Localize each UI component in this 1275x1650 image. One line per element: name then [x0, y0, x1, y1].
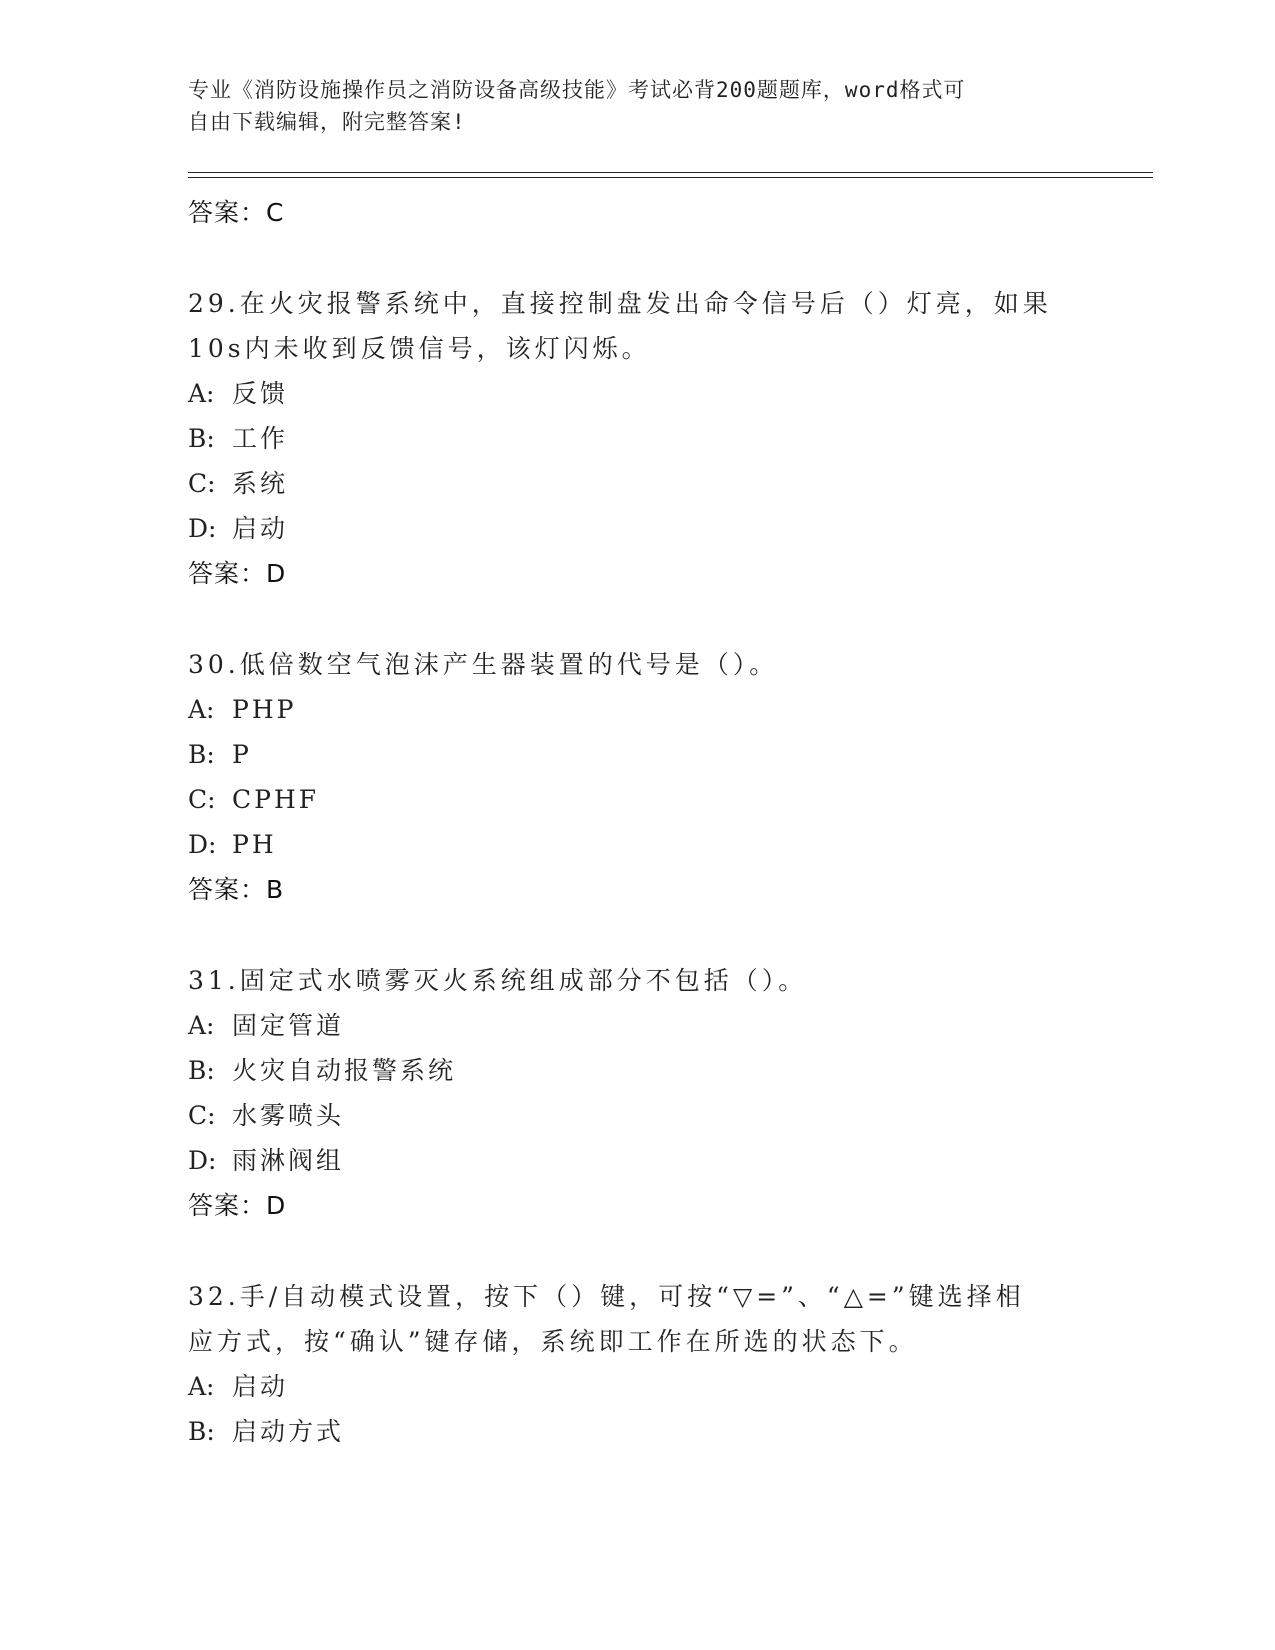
question-29-option-c [188, 461, 1088, 506]
option-text: CPHF [232, 785, 320, 814]
option-text: 固定管道 [232, 1011, 345, 1040]
question-32-line-2: 应方式，按“确认”键存储，系统即工作在所选的状态下。 [188, 1327, 918, 1356]
option-letter: D: [188, 514, 217, 543]
option-text: PHP [232, 695, 297, 724]
question-31-option-d [188, 1138, 1088, 1183]
option-text: 启动方式 [232, 1417, 345, 1446]
option-letter: B: [188, 424, 215, 453]
question-29-option-a [188, 371, 1088, 416]
question-32 [188, 1274, 1088, 1454]
question-30-option-b [188, 732, 1088, 777]
question-29 [188, 281, 1088, 596]
question-29-option-d [188, 506, 1088, 551]
option-text: P [232, 740, 252, 769]
option-letter: A: [188, 1011, 215, 1040]
option-letter: B: [188, 740, 215, 769]
question-32-line-1: 32.手/自动模式设置，按下（）键，可按“▽=”、“△=”键选择相 [188, 1282, 1025, 1311]
answer-q28: 答案：C [188, 198, 285, 227]
header-line-1: 专业《消防设施操作员之消防设备高级技能》考试必背200题题库，word格式可 [188, 78, 966, 102]
question-31-line-1: 31.固定式水喷雾灭火系统组成部分不包括（）。 [188, 966, 808, 995]
option-text: PH [232, 830, 277, 859]
spacer [188, 1228, 1088, 1274]
option-letter: B: [188, 1417, 215, 1446]
question-30-option-d [188, 822, 1088, 867]
question-30-option-c [188, 777, 1088, 822]
question-31-option-b [188, 1048, 1088, 1093]
question-32-option-a [188, 1364, 1088, 1409]
option-letter: C: [188, 785, 216, 814]
answer-q31: 答案：D [188, 1191, 287, 1220]
question-31-option-c [188, 1093, 1088, 1138]
question-31-option-a [188, 1003, 1088, 1048]
spacer [188, 912, 1088, 958]
question-29-option-b [188, 416, 1088, 461]
header-line-2: 自由下载编辑，附完整答案! [188, 110, 466, 134]
option-letter: A: [188, 1372, 215, 1401]
option-text: 水雾喷头 [232, 1101, 345, 1130]
option-text: 火灾自动报警系统 [232, 1056, 457, 1085]
option-letter: B: [188, 1056, 215, 1085]
document-header [188, 74, 1068, 138]
option-text: 反馈 [232, 379, 289, 408]
option-text: 启动 [232, 514, 289, 543]
option-letter: C: [188, 469, 216, 498]
option-text: 雨淋阀组 [232, 1146, 345, 1175]
option-letter: A: [188, 695, 215, 724]
option-letter: D: [188, 1146, 217, 1175]
question-31 [188, 958, 1088, 1228]
option-letter: A: [188, 379, 215, 408]
spacer [188, 596, 1088, 642]
question-30 [188, 642, 1088, 912]
question-30-option-a [188, 687, 1088, 732]
question-list [188, 190, 1088, 1454]
answer-q30: 答案：B [188, 875, 285, 904]
header-divider-bottom [188, 177, 1153, 178]
option-text: 工作 [232, 424, 289, 453]
option-text: 系统 [232, 469, 289, 498]
option-letter: C: [188, 1101, 216, 1130]
header-divider-top [188, 172, 1153, 173]
answer-q29: 答案：D [188, 559, 287, 588]
spacer [188, 235, 1088, 281]
question-29-line-1: 29.在火灾报警系统中，直接控制盘发出命令信号后（）灯亮，如果 [188, 289, 1052, 318]
question-32-option-b [188, 1409, 1088, 1454]
option-letter: D: [188, 830, 217, 859]
question-30-line-1: 30.低倍数空气泡沫产生器装置的代号是（）。 [188, 650, 779, 679]
option-text: 启动 [232, 1372, 289, 1401]
question-29-line-2: 10s内未收到反馈信号，该灯闪烁。 [188, 334, 651, 363]
